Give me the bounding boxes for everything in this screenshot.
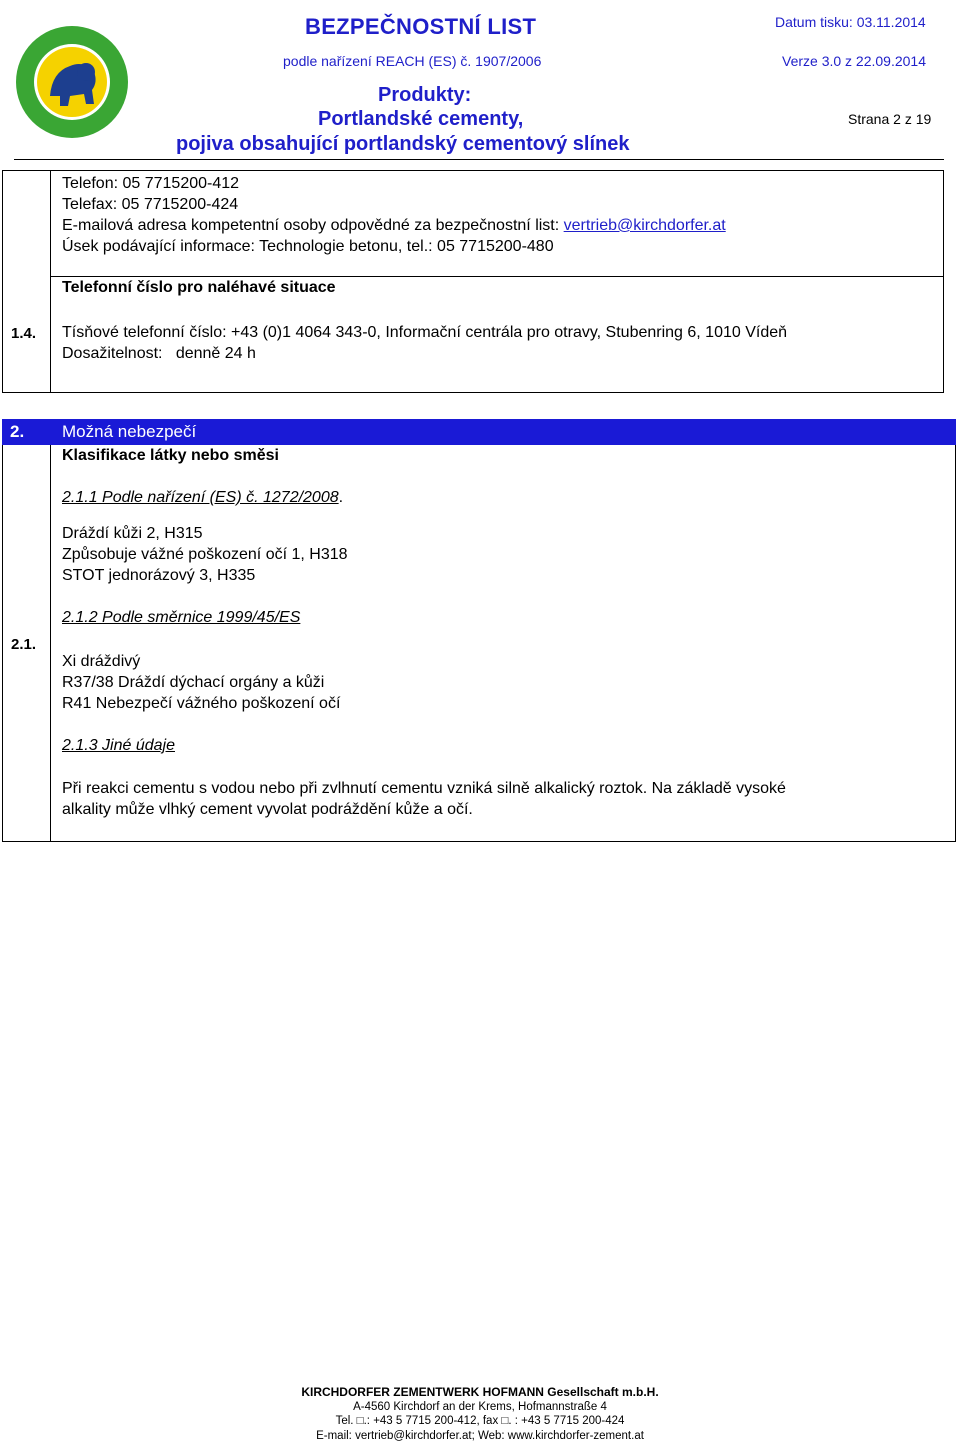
header-divider	[14, 159, 944, 160]
section-number: 1.4.	[11, 325, 37, 342]
list-item: Xi dráždivý	[62, 653, 141, 670]
section-title: Možná nebezpečí	[62, 422, 197, 441]
fax-line: Telefax: 05 7715200-424	[62, 196, 239, 213]
company-logo	[14, 24, 130, 140]
list-item: Způsobuje vážné poškození očí 1, H318	[62, 546, 348, 563]
email-label: E-mailová adresa kompetentní osoby odpovědné za bezpečnostní list:	[62, 217, 564, 234]
phone-line: Telefon: 05 7715200-412	[62, 175, 240, 192]
clp-classification-list	[62, 523, 348, 586]
page-footer	[0, 1385, 960, 1443]
product-name-line2: pojiva obsahující portlandský cementový slínek	[176, 133, 630, 155]
product-name-line1: Portlandské cementy,	[318, 108, 524, 130]
subsection-212-heading: 2.1.2 Podle směrnice 1999/45/ES	[62, 609, 301, 626]
list-item: R37/38 Dráždí dýchací orgány a kůži	[62, 674, 325, 691]
subsection-211-dot: .	[338, 489, 344, 506]
footer-address: A-4560 Kirchdorf an der Krems, Hofmannstraße 4	[353, 1400, 607, 1413]
other-info-text	[62, 778, 786, 820]
emergency-number: Tísňové telefonní číslo: +43 (0)1 4064 343-0, Informační centrála pro otravy, Stubenring 6, 1010 Vídeň	[62, 324, 788, 341]
print-date: Datum tisku: 03.11.2014	[775, 14, 926, 30]
products-label: Produkty:	[378, 84, 472, 106]
subsection-number: 2.1.	[11, 636, 37, 653]
document-title: BEZPEČNOSTNÍ LIST	[305, 14, 537, 39]
other-info-line: alkality může vlhký cement vyvolat podráždění kůže a očí.	[62, 801, 473, 818]
subsection-211-heading	[62, 489, 343, 507]
list-item: STOT jednorázový 3, H335	[62, 567, 256, 584]
info-dept-line: Úsek podávající informace: Technologie betonu, tel.: 05 7715200-480	[62, 238, 554, 255]
classification-heading: Klasifikace látky nebo směsi	[62, 447, 279, 464]
column-divider	[50, 170, 51, 393]
version-info: Verze 3.0 z 22.09.2014	[782, 53, 926, 69]
dsd-classification-list	[62, 651, 340, 714]
subsection-211-title: 2.1.1 Podle nařízení (ES) č. 1272/2008	[62, 489, 339, 506]
list-item: R41 Nebezpečí vážného poškození očí	[62, 695, 341, 712]
column-divider	[50, 445, 51, 842]
emergency-heading: Telefonní číslo pro naléhavé situace	[62, 279, 336, 296]
email-link[interactable]: vertrieb@kirchdorfer.at	[563, 217, 726, 234]
subsection-213-heading: 2.1.3 Jiné údaje	[62, 737, 175, 754]
contact-block	[62, 173, 726, 257]
other-info-line: Při reakci cementu s vodou nebo při zvlhnutí cementu vzniká silně alkalický roztok. Na základě vysoké	[62, 780, 786, 797]
list-item: Dráždí kůži 2, H315	[62, 525, 203, 542]
section-number: 2.	[10, 422, 25, 441]
footer-company: KIRCHDORFER ZEMENTWERK HOFMANN Gesellschaft m.b.H.	[301, 1385, 659, 1399]
email-line	[62, 215, 726, 236]
regulation-reference: podle nařízení REACH (ES) č. 1907/2006	[283, 53, 542, 69]
footer-phones: Tel. □.: +43 5 7715 200-412, fax □. : +43 5 7715 200-424	[335, 1415, 625, 1427]
row-divider	[50, 276, 944, 277]
footer-web: E-mail: vertrieb@kirchdorfer.at; Web: www.kirchdorfer-zement.at	[316, 1429, 644, 1442]
availability: Dosažitelnost: denně 24 h	[62, 345, 256, 362]
emergency-block	[62, 322, 787, 364]
page-number: Strana 2 z 19	[848, 111, 932, 127]
